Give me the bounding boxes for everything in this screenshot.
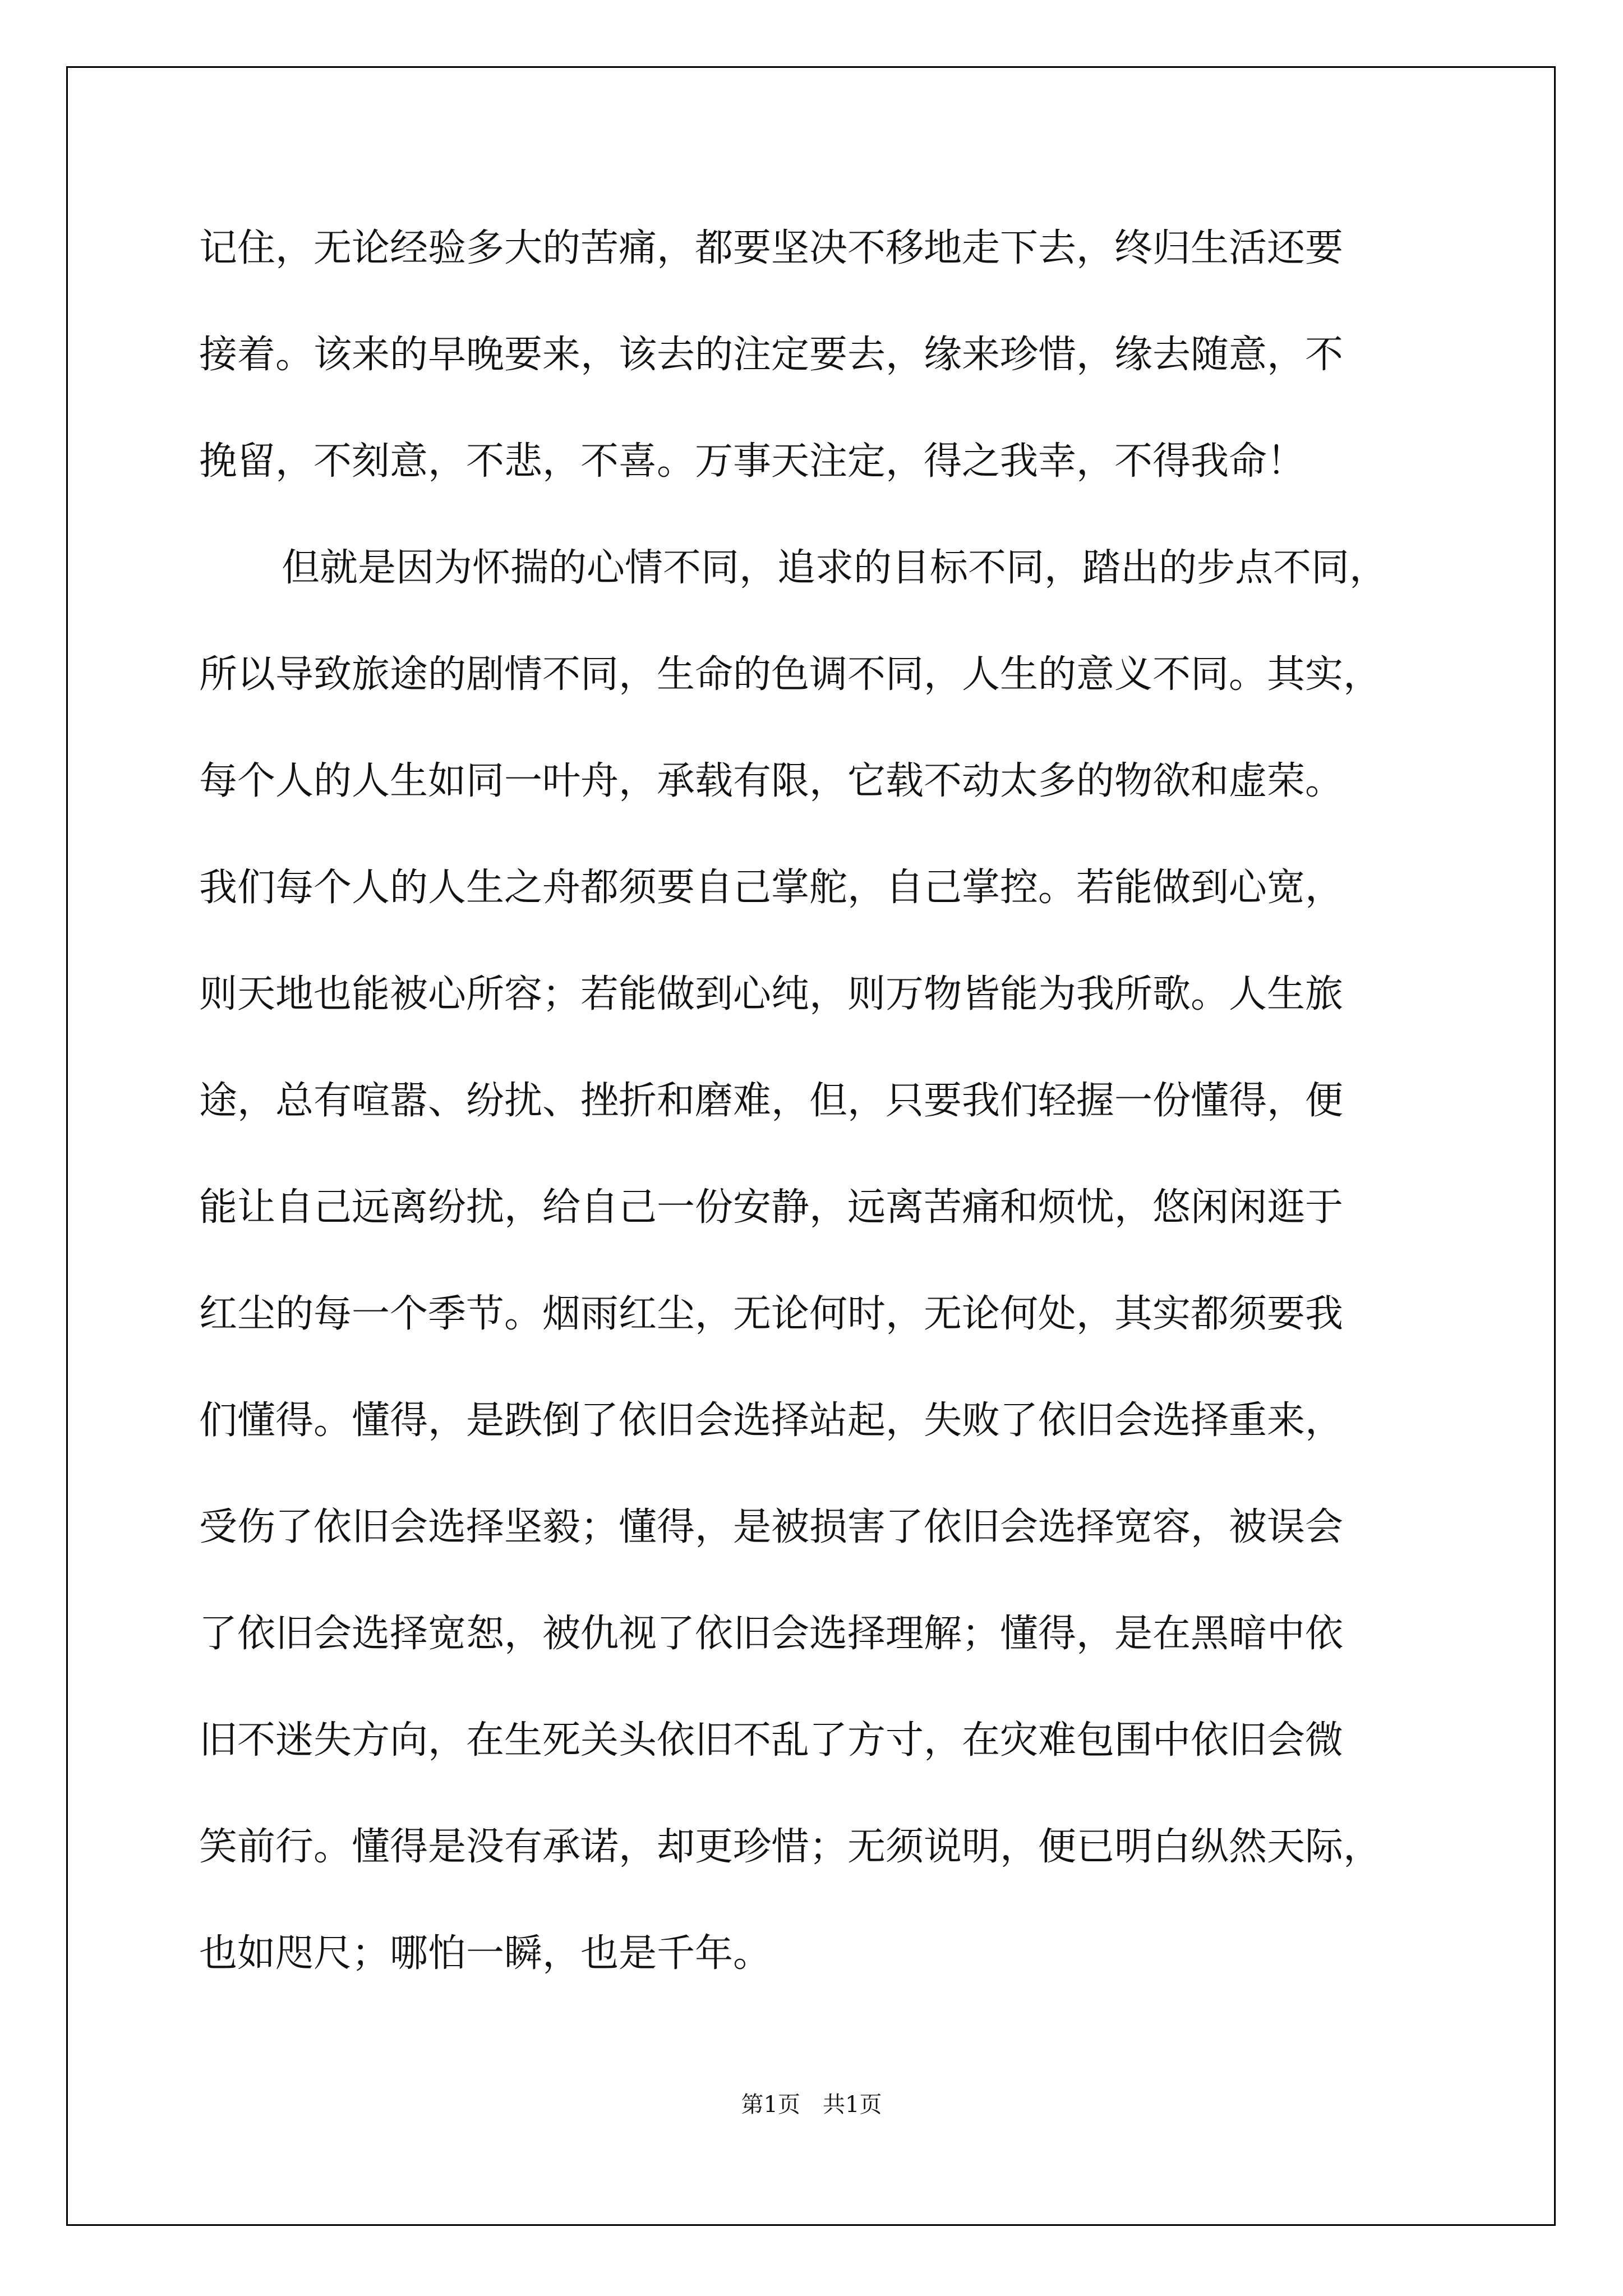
body-text-line: 了依旧会选择宽恕，被仇视了依旧会选择理解；懂得，是在黑暗中依 [199,1612,1344,1656]
body-text-line: 也如咫尺；哪怕一瞬，也是千年。 [199,1931,772,1976]
body-text-line: 途，总有喧嚣、纷扰、挫折和磨难，但，只要我们轻握一份懂得，便 [199,1079,1344,1123]
body-text-line: 挽留，不刻意，不悲，不喜。万事天注定，得之我幸，不得我命！ [199,439,1306,484]
body-text-line: 能让自己远离纷扰，给自己一份安静，远离苦痛和烦忧，悠闲闲逛于 [199,1185,1344,1230]
body-text-line: 但就是因为怀揣的心情不同，追求的目标不同，踏出的步点不同， [282,546,1388,590]
body-text-line: 记住，无论经验多大的苦痛，都要坚决不移地走下去，终归生活还要 [199,226,1344,270]
body-text-line: 所以导致旅途的剧情不同，生命的色调不同，人生的意义不同。其实， [199,652,1382,697]
body-text-line: 们懂得。懂得，是跌倒了依旧会选择站起，失败了依旧会选择重来， [199,1398,1344,1443]
body-text-line: 接着。该来的早晚要来，该去的注定要去，缘来珍惜，缘去随意，不 [199,333,1344,377]
page-border [66,66,1556,2226]
body-text-line: 我们每个人的人生之舟都须要自己掌舵，自己掌控。若能做到心宽， [199,866,1344,910]
body-text-line: 旧不迷失方向，在生死关头依旧不乱了方寸，在灾难包围中依旧会微 [199,1718,1344,1763]
page-number-footer: 第1页 共1页 [741,2092,882,2118]
body-text-line: 受伤了依旧会选择坚毅；懂得，是被损害了依旧会选择宽容，被误会 [199,1505,1344,1549]
body-text-line: 则天地也能被心所容；若能做到心纯，则万物皆能为我所歌。人生旅 [199,972,1344,1016]
body-text-line: 红尘的每一个季节。烟雨红尘，无论何时，无论何处，其实都须要我 [199,1292,1344,1336]
body-text-line: 笑前行。懂得是没有承诺，却更珍惜；无须说明，便已明白纵然天际， [199,1825,1382,1869]
body-text-line: 每个人的人生如同一叶舟，承载有限，它载不动太多的物欲和虚荣。 [199,759,1344,803]
